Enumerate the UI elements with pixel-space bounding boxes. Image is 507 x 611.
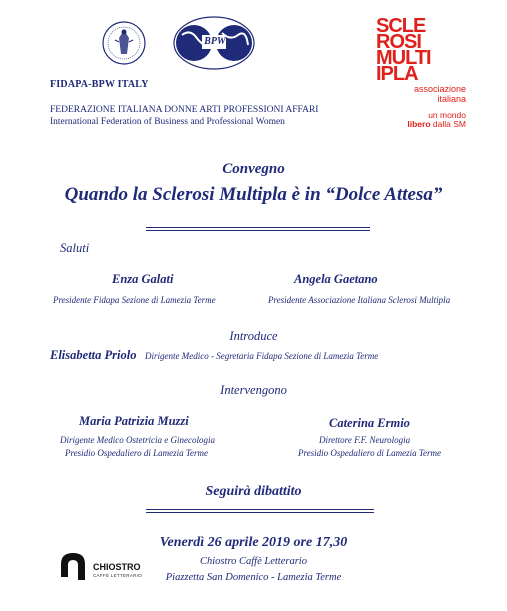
chiostro-arch-icon xyxy=(58,550,88,582)
divider xyxy=(146,512,374,513)
ms-logo-word: MULTI xyxy=(376,47,431,69)
speaker-role: Presidente Fidapa Sezione di Lamezia Terme xyxy=(53,295,216,305)
speaker-name: Caterina Ermio xyxy=(329,416,410,430)
sclerosi-multipla-logo xyxy=(376,15,480,129)
org-fullname-it: FEDERAZIONE ITALIANA DONNE ARTI PROFESSIONI AFFARI xyxy=(50,105,319,115)
section-heading-introduce: Introduce xyxy=(229,329,278,343)
fidapa-emblem-icon xyxy=(101,20,147,66)
speaker-name: Elisabetta Priolo xyxy=(50,348,137,362)
ms-logo-tagline: un mondo xyxy=(428,110,466,120)
ms-logo-assoc: italiana xyxy=(437,94,466,104)
speaker-name: Angela Gaetano xyxy=(294,272,378,286)
ms-logo-assoc: associazione xyxy=(413,84,466,94)
event-venue: Chiostro Caffè Letterario xyxy=(200,556,307,567)
ms-logo-word: IPLA xyxy=(376,63,418,85)
divider xyxy=(146,227,370,228)
divider xyxy=(146,230,370,231)
event-label: Convegno xyxy=(222,161,285,177)
event-address: Piazzetta San Domenico - Lamezia Terme xyxy=(165,572,342,583)
section-heading-saluti: Saluti xyxy=(60,241,90,255)
speaker-role: Dirigente Medico Ostetricia e Ginecologia xyxy=(60,435,215,445)
speaker-name: Maria Patrizia Muzzi xyxy=(79,414,189,428)
ms-logo-tagline-bold: libero xyxy=(407,119,431,129)
divider xyxy=(146,509,374,510)
speaker-role: Dirigente Medico - Segretaria Fidapa Sezione di Lamezia Terme xyxy=(145,351,379,361)
bpw-logo-text: BPW xyxy=(204,36,226,47)
speaker-role: Presidente Associazione Italiana Sclerosi Multipla xyxy=(268,295,451,305)
speaker-affiliation: Presidio Ospedaliero di Lamezia Terme xyxy=(65,448,208,458)
speaker-name: Enza Galati xyxy=(112,272,174,286)
bpw-globe-logo xyxy=(172,15,256,71)
org-fullname-en: International Federation of Business and Professional Women xyxy=(50,117,285,127)
chiostro-logo-sub: CAFFÈ LETTERARIO xyxy=(93,573,143,578)
speaker-role: Direttore F.F. Neurologia xyxy=(319,435,411,445)
section-heading-intervengono: Intervengono xyxy=(220,383,287,397)
speaker-affiliation: Presidio Ospedaliero di Lamezia Terme xyxy=(298,448,441,458)
event-datetime: Venerdì 26 aprile 2019 ore 17,30 xyxy=(159,535,348,550)
org-name: FIDAPA-BPW ITALY xyxy=(50,79,149,90)
chiostro-logo-name: CHIOSTRO xyxy=(93,562,141,572)
dibattito-note: Seguirà dibattito xyxy=(205,484,302,499)
ms-logo-word: SCLE xyxy=(376,15,426,37)
ms-logo-tagline-rest: dalla SM xyxy=(432,119,466,129)
event-title: Quando la Sclerosi Multipla è in “Dolce Attesa” xyxy=(64,184,443,205)
ms-logo-word: ROSI xyxy=(376,31,421,53)
